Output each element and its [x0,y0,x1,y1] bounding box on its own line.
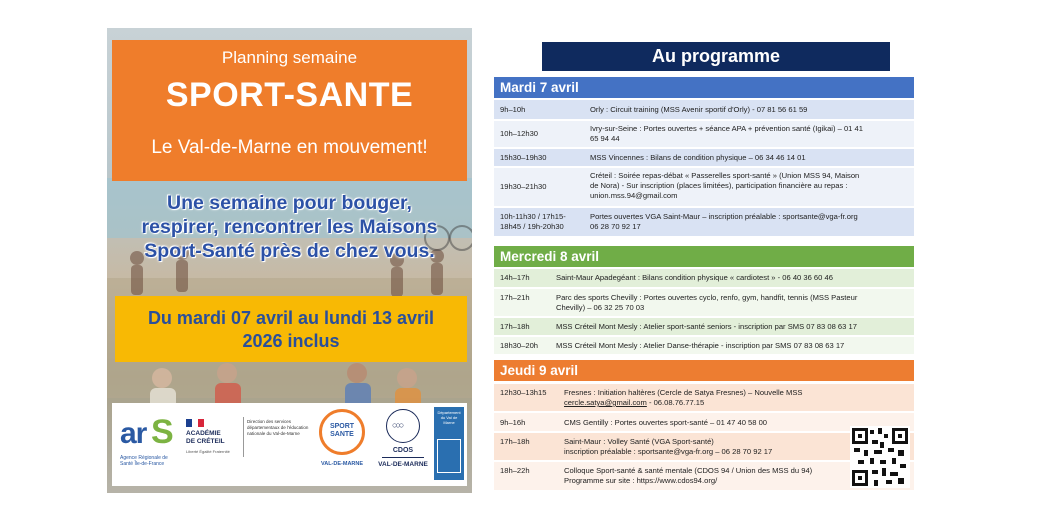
poster [107,28,472,493]
table-row: 18h–22h Colloque Sport-santé & santé mentale (CDOS 94 / Union des MSS du 94) Programme sur site : https://www.cdos94.org/ [494,462,914,490]
day-header-mardi: Mardi 7 avril [494,77,914,98]
departement-logo: Département du Val de Marne [434,407,464,480]
slogan-line: Une semaine pour bouger, [167,192,412,214]
table-row: 14h–17h Saint-Maur Apadegéant : Bilans condition physique « cardiotest » - 06 40 36 60 46 [494,269,914,287]
dates-banner [115,296,467,362]
day-header-jeudi: Jeudi 9 avril [494,360,914,381]
maison-sport-sante-logo: SPORT SANTE VAL-DE-MARNE [316,407,368,480]
table-row: 18h30–20h MSS Créteil Mont Mesly : Atelier Danse-thérapie - inscription par SMS 07 83 08 63 17 [494,337,914,354]
poster-title: SPORT-SANTE [165,76,414,114]
slogan-line: respirer, rencontrer les Maisons [141,216,438,238]
table-row: 19h30–21h30 Créteil : Soirée repas-débat « Passerelles sport-santé » (Union MSS 94, Maison de Nora) - Sur inscription (places limitées), participation financière au repas : union.mss.94@gmail.com [494,168,914,206]
table-row: 9h–16h CMS Gentilly : Portes ouvertes sport-santé – 01 47 40 58 00 [494,413,914,431]
slogan-line: Sport-Santé près de chez vous. [144,240,435,262]
table-row: 10h-11h30 / 17h15- 18h45 / 19h-20h30 Portes ouvertes VGA Saint-Maur – inscription préalable : sportsante@vga-fr.org 06 28 70 92 17 [494,208,914,236]
academie-creteil-logo: ACADÉMIE DE CRÉTEIL Liberté Égalité Fraternité [182,407,240,480]
qr-code[interactable] [850,426,910,488]
table-row: 12h30–13h15 Fresnes : Initiation haltères (Cercle de Satya Fresnes) – Nouvelle MSS cercle.satya@gmail.com - 06.08.76.77.15 [494,384,914,411]
dsden-logo: Direction des services départementaux de l'éducation nationale du Val-de-Marne [243,407,315,480]
qr-code-graphic [850,426,910,488]
table-row: 17h–18h MSS Créteil Mont Mesly : Atelier sport-santé seniors - inscription par SMS 07 83 08 63 17 [494,318,914,335]
slogan [117,191,462,263]
programme-title: Au programme [542,42,890,71]
ars-logo: ar S Agence Régionale de Santé Île-de-France [120,413,174,467]
dates-line: 2026 inclus [242,331,340,351]
table-row: 15h30–19h30 MSS Vincennes : Bilans de condition physique – 06 34 46 14 01 [494,149,914,166]
cdos-logo: ○○○ CDOS VAL-DE-MARNE [374,407,432,480]
partner-logos [112,403,467,486]
email-link[interactable]: cercle.satya@gmail.com [564,398,647,407]
table-row: 17h–21h Parc des sports Chevilly : Portes ouvertes cyclo, renfo, gym, handfit, tennis (MSS Pasteur Chevilly) – 06 32 25 70 03 [494,289,914,316]
dates-line: Du mardi 07 avril au lundi 13 avril [147,308,435,328]
table-row: 9h–10h Orly : Circuit training (MSS Avenir sportif d'Orly) - 07 81 56 61 59 [494,100,914,119]
poster-subtitle: Le Val-de-Marne en mouvement! [151,137,428,158]
day-header-mercredi: Mercredi 8 avril [494,246,914,267]
table-row: 10h–12h30 Ivry-sur-Seine : Portes ouvertes + séance APA + prévention santé (Igikai) – 01 41 65 94 44 [494,121,914,147]
planning-label: Planning semaine [221,48,358,67]
title-banner [112,40,467,181]
table-row: 17h–18h Saint-Maur : Volley Santé (VGA Sport-santé) inscription préalable : sportsante@vga-fr.org – 06 28 70 92 17 [494,433,914,460]
